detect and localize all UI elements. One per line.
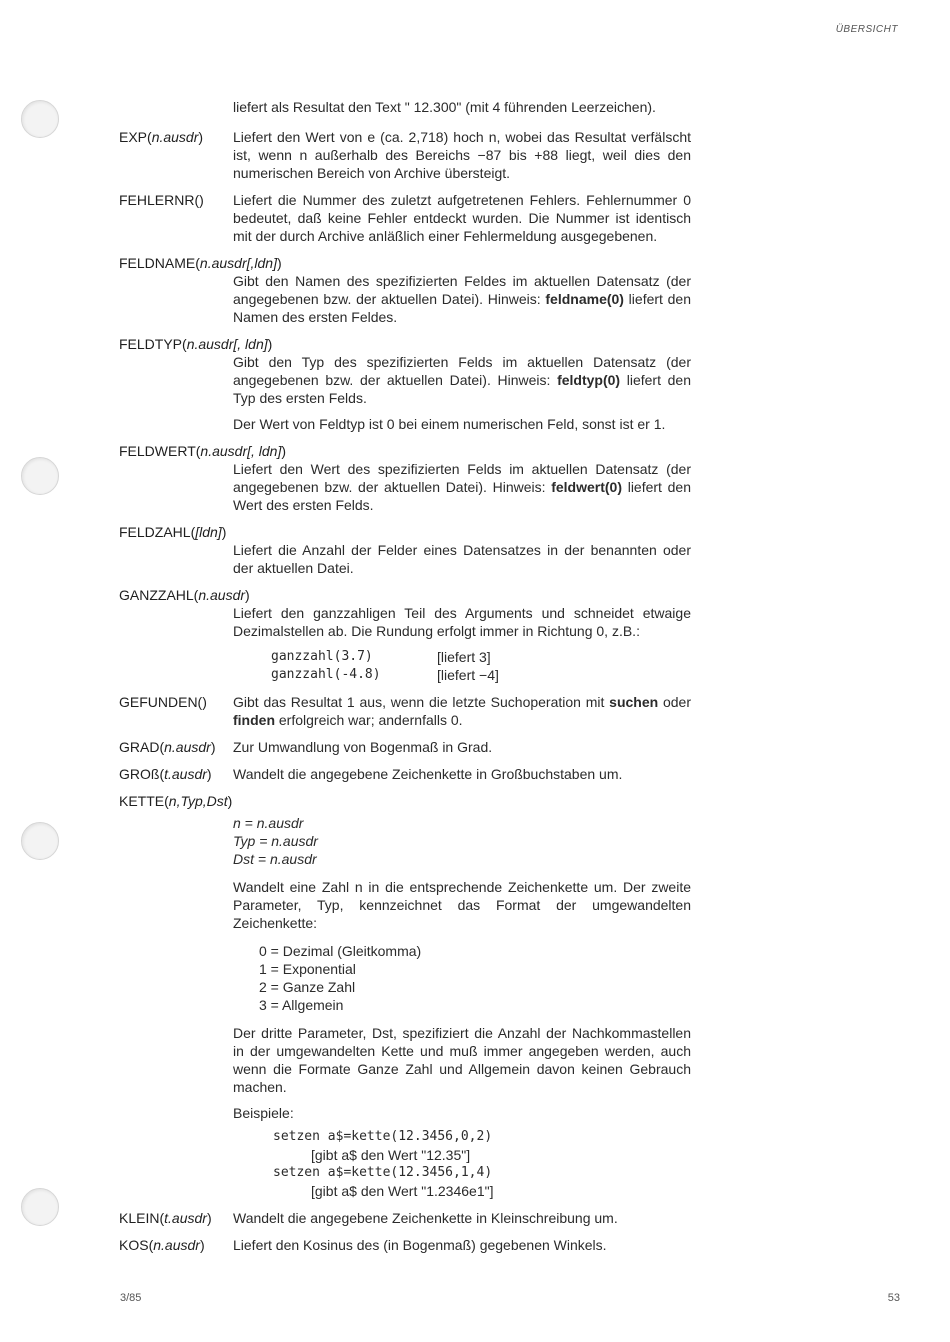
function-description: Wandelt die angegebene Zeichenkette in Kleinschreibung um. — [233, 1210, 618, 1226]
code-result: [liefert 3] — [437, 649, 491, 665]
function-description: n = n.ausdr Typ = n.ausdr Dst = n.ausdr Wandelt eine Zahl n in die entsprechende Zeichenkette um. Der zweite Parameter, Typ, kennzeichnet das Format der umgewandelten Zeichenkette: 0 = Dezimal (Gleitkomma) 1 = Exponential 2 = Ganze Zahl 3 = Allgemein Der dritte Parameter, Dst, spezifiziert die Anzahl der Nachkommastellen in der umgewandelten Kette und muß immer angegeben werden, auch wenn die Formate Ganze Zahl und Allgemein davon keinen Gebrauch machen. Beispiele: setzen a$=kette(12.3456,0,2) [gibt a$ den Wert "12.35"] setzen a$=kette(12.3456,1,4) [gibt a$ den Wert "1.2346e1"] — [233, 815, 691, 1199]
format-item: 2 = Ganze Zahl — [259, 979, 356, 995]
code-examples — [271, 648, 691, 684]
code-line: ganzzahl(-4.8) — [271, 667, 381, 682]
function-name: FELDNAME(n.ausdr[,ldn]) — [119, 255, 282, 271]
function-description: Liefert den Wert des spezifizierten Felds im aktuellen Datensatz (der angegebenen bzw. der aktuellen Datei). Hinweis: feldwert(0) liefert den Wert des ersten Felds. — [233, 461, 691, 513]
entry-feldtyp — [119, 335, 691, 433]
entry-grad — [119, 738, 691, 756]
punch-hole-1 — [21, 100, 59, 138]
function-description: Gibt den Namen des spezifizierten Feldes im aktuellen Datensatz (der angegebenen bzw. der aktuellen Datei). Hinweis: feldname(0) liefert den Namen des ersten Feldes. — [233, 273, 691, 325]
function-description: Liefert die Nummer des zuletzt aufgetretenen Fehlers. Fehlernummer 0 bedeutet, daß keine Fehler entdeckt wurden. Die Nummer ist identisch mit der durch Archive anläßlich einer Fehlermeldung ausgegebenen. — [233, 192, 691, 244]
code-example — [271, 666, 691, 684]
entry-ganzzahl — [119, 586, 691, 684]
intro-line: liefert als Resultat den Text " 12.300" (mit 4 führenden Leerzeichen). — [233, 99, 656, 115]
code-example — [271, 648, 691, 666]
function-name: FELDWERT(n.ausdr[, ldn]) — [119, 443, 287, 459]
format-list — [259, 942, 691, 1014]
footer-date-code: 3/85 — [120, 1292, 142, 1304]
entry-fehlernr — [119, 191, 691, 245]
function-name: GANZZAHL(n.ausdr) — [119, 587, 250, 603]
function-name: EXP(n.ausdr) — [119, 129, 204, 145]
function-name: FELDZAHL([ldn]) — [119, 524, 227, 540]
code-line: setzen a$=kette(12.3456,1,4) — [273, 1165, 493, 1180]
format-item: 0 = Dezimal (Gleitkomma) — [259, 943, 422, 959]
function-description: Gibt das Resultat 1 aus, wenn die letzte Suchoperation mit suchen oder finden erfolgreich war; andernfalls 0. — [233, 694, 691, 728]
function-name: FEHLERNR() — [119, 192, 204, 208]
code-line: ganzzahl(3.7) — [271, 649, 373, 664]
format-item: 1 = Exponential — [259, 961, 356, 977]
punch-hole-2 — [21, 457, 59, 495]
entry-gefunden — [119, 693, 691, 729]
parameter-item: Typ = n.ausdr — [233, 833, 318, 849]
function-description: Wandelt die angegebene Zeichenkette in Großbuchstaben um. — [233, 766, 623, 782]
code-line: setzen a$=kette(12.3456,0,2) — [273, 1129, 493, 1144]
function-name: GRAD(n.ausdr) — [119, 739, 216, 755]
function-description: Gibt den Typ des spezifizierten Felds im aktuellen Datensatz (der angegebenen bzw. der aktuellen Datei). Hinweis: feldtyp(0) liefert den Typ des ersten Felds. Der Wert von Feldtyp ist 0 bei einem numerischen Feld, sonst ist er 1. — [233, 354, 692, 432]
parameter-item: Dst = n.ausdr — [233, 851, 317, 867]
entry-feldwert — [119, 442, 691, 514]
entry-kos — [119, 1236, 691, 1254]
code-result: [liefert −4] — [437, 667, 499, 683]
entry-kette — [119, 792, 691, 1200]
examples-label: Beispiele: — [233, 1105, 294, 1121]
punch-hole-3 — [21, 822, 59, 860]
function-description: Liefert den Wert von e (ca. 2,718) hoch n, wobei das Resultat verfälscht ist, wenn n außerhalb des Bereichs −87 bis +88 liegt, weil dies den numerischen Bereich von Archive übersteigt. — [233, 129, 691, 181]
parameter-list — [233, 814, 691, 868]
document-body — [119, 98, 691, 1263]
entry-klein — [119, 1209, 691, 1227]
code-result: [gibt a$ den Wert "12.35"] — [311, 1147, 471, 1163]
function-description: Zur Umwandlung von Bogenmaß in Grad. — [233, 739, 493, 755]
entry-feldname — [119, 254, 691, 326]
punch-hole-4 — [21, 1188, 59, 1226]
parameter-item: n = n.ausdr — [233, 815, 304, 831]
page-number: 53 — [887, 1292, 900, 1304]
code-result: [gibt a$ den Wert "1.2346e1"] — [311, 1183, 494, 1199]
function-description: Liefert den Kosinus des (in Bogenmaß) gegebenen Winkels. — [233, 1237, 607, 1253]
code-examples — [273, 1128, 691, 1200]
function-description: Liefert den ganzzahligen Teil des Arguments und schneidet etwaige Dezimalstellen ab. Die Rundung erfolgt immer in Richtung 0, z.B.: ganzzahl(3.7) [liefert 3] ganzzahl(-4.8) [liefert −4] — [233, 605, 691, 683]
function-name: GEFUNDEN() — [119, 694, 207, 710]
entry-gross — [119, 765, 691, 783]
function-description: Liefert die Anzahl der Felder eines Datensatzes in der benannten oder der aktuellen Datei. — [233, 542, 691, 576]
function-name: KETTE(n,Typ,Dst) — [119, 793, 233, 809]
function-name: KLEIN(t.ausdr) — [119, 1210, 212, 1226]
function-name: GROß(t.ausdr) — [119, 766, 212, 782]
section-header: ÜBERSICHT — [835, 24, 898, 35]
entry-exp — [119, 128, 691, 182]
function-name: KOS(n.ausdr) — [119, 1237, 205, 1253]
format-item: 3 = Allgemein — [259, 997, 344, 1013]
entry-feldzahl — [119, 523, 691, 577]
function-name: FELDTYP(n.ausdr[, ldn]) — [119, 336, 273, 352]
